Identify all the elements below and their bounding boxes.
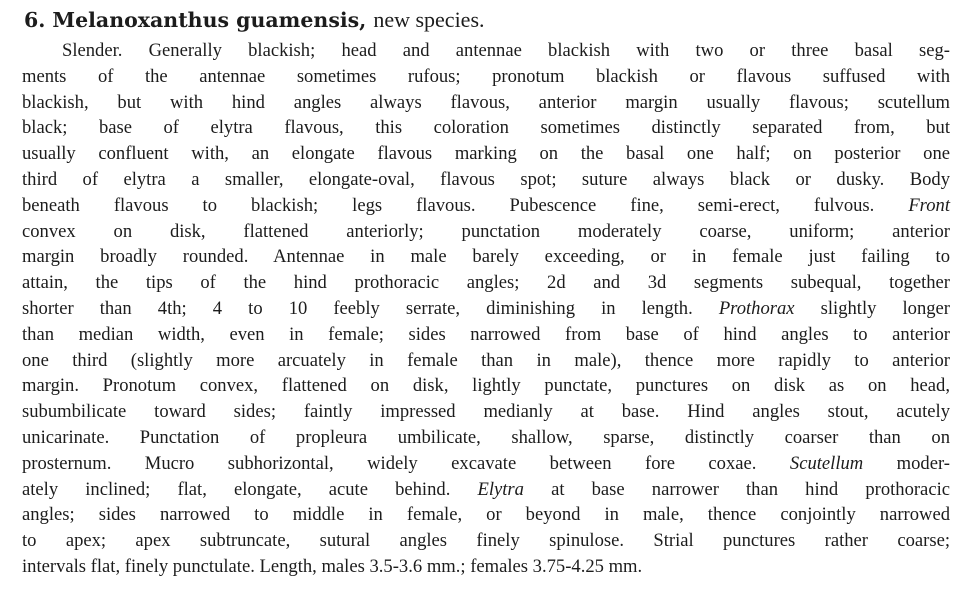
text-segment: beneath flavous to blackish; legs flavous. Pubescence fine, semi-erect, fulvous.	[22, 194, 909, 216]
section-label-scutellum: Scutellum	[789, 452, 864, 474]
species-heading	[24, 6, 485, 35]
text-line: intervals flat, finely punctulate. Length, males 3.5-3.6 mm.; females 3.75-4.25 mm.	[22, 555, 643, 577]
species-description	[22, 38, 950, 580]
text-line: than median width, even in female; sides narrowed from base of hind angles to anterior	[22, 323, 950, 345]
text-line: margin. Pronotum convex, flattened on disk, lightly punctate, punctures on disk as on head,	[22, 375, 950, 397]
text-line	[22, 296, 950, 322]
text-line	[22, 477, 950, 503]
text-segment: slightly longer	[794, 297, 950, 319]
text-line: convex on disk, flattened anteriorly; punctation moderately coarse, uniform; anterior	[22, 220, 950, 242]
text-line: angles; sides narrowed to middle in female, or beyond in male, thence conjointly narrowed	[22, 504, 950, 526]
text-line: third of elytra a smaller, elongate-oval, flavous spot; suture always black or dusky. Body	[22, 168, 950, 190]
text-line: usually confluent with, an elongate flavous marking on the basal one half; on posterior one	[22, 143, 950, 165]
text-line: subumbilicate toward sides; faintly impressed medianly at base. Hind angles stout, acutely	[22, 401, 950, 423]
text-line: margin broadly rounded. Antennae in male barely exceeding, or in female just failing to	[22, 246, 950, 268]
text-line: attain, the tips of the hind prothoracic angles; 2d and 3d segments subequal, together	[22, 272, 950, 294]
text-line	[22, 193, 950, 219]
section-label-front: Front	[908, 194, 950, 216]
text-line: black; base of elytra flavous, this coloration sometimes distinctly separated from, but	[22, 117, 950, 139]
text-segment: prosternum. Mucro subhorizontal, widely excavate between fore coxae.	[22, 452, 790, 474]
text-segment: shorter than 4th; 4 to 10 feebly serrate, diminishing in length.	[22, 297, 719, 319]
text-line: unicarinate. Punctation of propleura umbilicate, shallow, sparse, distinctly coarser than on	[22, 426, 950, 448]
text-line	[22, 451, 950, 477]
text-line: blackish, but with hind angles always flavous, anterior margin usually flavous; scutellum	[22, 91, 950, 113]
species-status: new species.	[373, 7, 485, 32]
text-line: one third (slightly more arcuately in female than in male), thence more rapidly to anterior	[22, 349, 950, 371]
section-label-prothorax: Prothorax	[718, 297, 795, 319]
species-name: Melanoxanthus guamensis,	[52, 8, 367, 32]
text-segment: ately inclined; flat, elongate, acute behind.	[22, 478, 478, 500]
text-line: to apex; apex subtruncate, sutural angles finely spinulose. Strial punctures rather coarse;	[22, 530, 950, 552]
section-label-elytra: Elytra	[477, 478, 524, 500]
text-line: Slender. Generally blackish; head and antennae blackish with two or three basal seg-	[62, 40, 950, 61]
species-number: 6.	[24, 8, 46, 32]
text-segment: at base narrower than hind prothoracic	[523, 478, 950, 500]
text-segment: moder-	[863, 452, 950, 474]
text-line: ments of the antennae sometimes rufous; pronotum blackish or flavous suffused with	[22, 65, 950, 87]
